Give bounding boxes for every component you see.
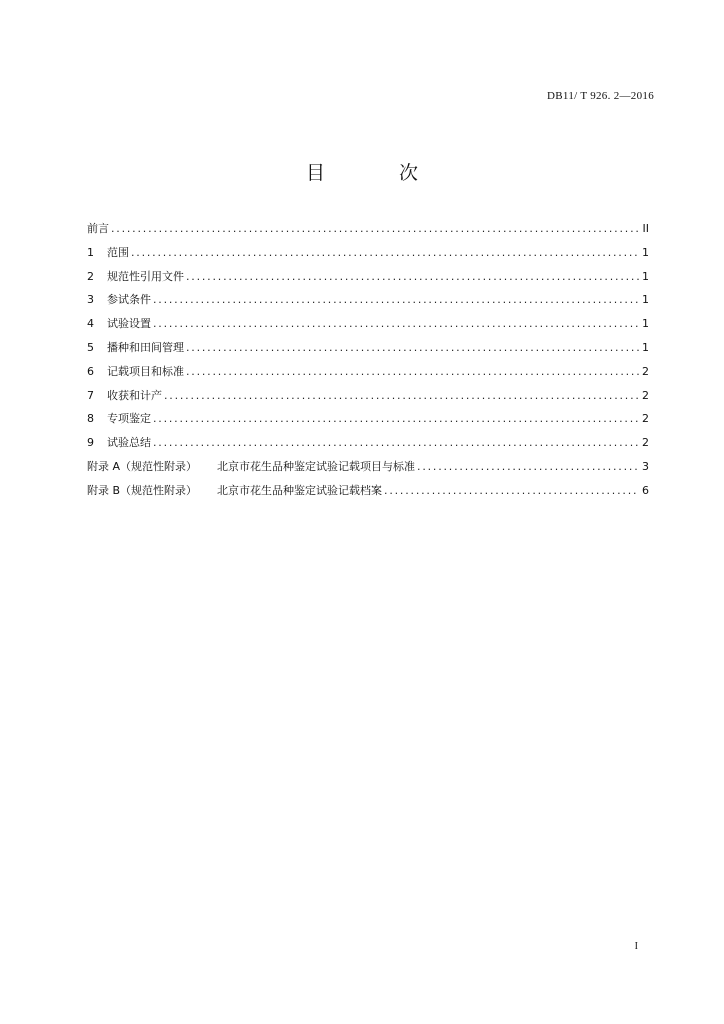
toc-entry-preface[interactable] — [87, 220, 649, 244]
toc-entry-number: 3 — [87, 293, 94, 307]
table-of-contents — [87, 220, 649, 506]
toc-leader-dots — [153, 436, 639, 449]
toc-entry-page: 2 — [642, 364, 649, 378]
toc-entry-page: 2 — [642, 436, 649, 450]
toc-entry-5[interactable] — [87, 339, 649, 363]
appendix-title: 北京市花生品种鉴定试验记载档案 — [217, 483, 383, 497]
toc-leader-dots — [111, 222, 639, 235]
toc-entry-page: 2 — [642, 412, 649, 426]
toc-leader-dots — [153, 317, 639, 330]
toc-entry-number: 4 — [87, 317, 94, 331]
toc-entry-label: 收获和计产 — [107, 388, 162, 402]
toc-entry-label: 参试条件 — [107, 293, 151, 307]
toc-entry-page: II — [642, 222, 649, 235]
toc-leader-dots — [186, 341, 639, 354]
toc-entry-label: 记载项目和标准 — [107, 364, 184, 378]
toc-entry-9[interactable] — [87, 434, 649, 458]
toc-entry-4[interactable] — [87, 315, 649, 339]
toc-entry-page: 1 — [642, 293, 649, 307]
toc-entry-2[interactable] — [87, 268, 649, 292]
toc-entry-number: 6 — [87, 364, 94, 378]
toc-entry-7[interactable] — [87, 387, 649, 411]
toc-leader-dots — [186, 365, 639, 378]
toc-leader-dots — [164, 389, 639, 402]
toc-entry-page: 1 — [642, 317, 649, 331]
appendix-title: 北京市花生品种鉴定试验记载项目与标准 — [217, 459, 416, 473]
document-code: DB11/ T 926. 2—2016 — [547, 90, 654, 102]
toc-entry-appendix-b[interactable] — [87, 482, 649, 506]
toc-leader-dots — [153, 412, 639, 425]
toc-entry-appendix-a[interactable] — [87, 458, 649, 482]
toc-entry-number: 1 — [87, 245, 94, 259]
toc-entry-label: 规范性引用文件 — [107, 269, 184, 283]
toc-entry-label: 试验总结 — [107, 436, 151, 450]
toc-leader-dots — [153, 293, 639, 306]
toc-entry-label: 前言 — [87, 222, 109, 235]
toc-entry-page: 2 — [642, 388, 649, 402]
toc-entry-number: 7 — [87, 388, 94, 402]
toc-entry-label: 范围 — [107, 245, 129, 259]
toc-entry-number: 2 — [87, 269, 94, 283]
toc-entry-number: 9 — [87, 436, 94, 450]
toc-entry-8[interactable] — [87, 410, 649, 434]
appendix-label: 附录 B（规范性附录） — [87, 483, 198, 497]
toc-entry-number: 8 — [87, 412, 94, 426]
toc-title: 目 次 — [305, 162, 453, 184]
toc-entry-label: 播种和田间管理 — [107, 340, 184, 354]
appendix-label: 附录 A（规范性附录） — [87, 459, 198, 473]
toc-entry-1[interactable] — [87, 244, 649, 268]
toc-entry-label: 试验设置 — [107, 317, 151, 331]
toc-leader-dots — [384, 484, 639, 497]
page-number: I — [634, 941, 638, 952]
toc-entry-page: 1 — [642, 340, 649, 354]
toc-entry-page: 3 — [642, 459, 649, 473]
toc-leader-dots — [131, 246, 639, 259]
toc-entry-6[interactable] — [87, 363, 649, 387]
toc-entry-page: 6 — [642, 483, 649, 497]
toc-entry-number: 5 — [87, 340, 94, 354]
toc-entry-page: 1 — [642, 269, 649, 283]
toc-leader-dots — [186, 270, 639, 283]
toc-entry-3[interactable] — [87, 291, 649, 315]
toc-entry-page: 1 — [642, 245, 649, 259]
toc-leader-dots — [417, 460, 639, 473]
toc-entry-label: 专项鉴定 — [107, 412, 151, 426]
